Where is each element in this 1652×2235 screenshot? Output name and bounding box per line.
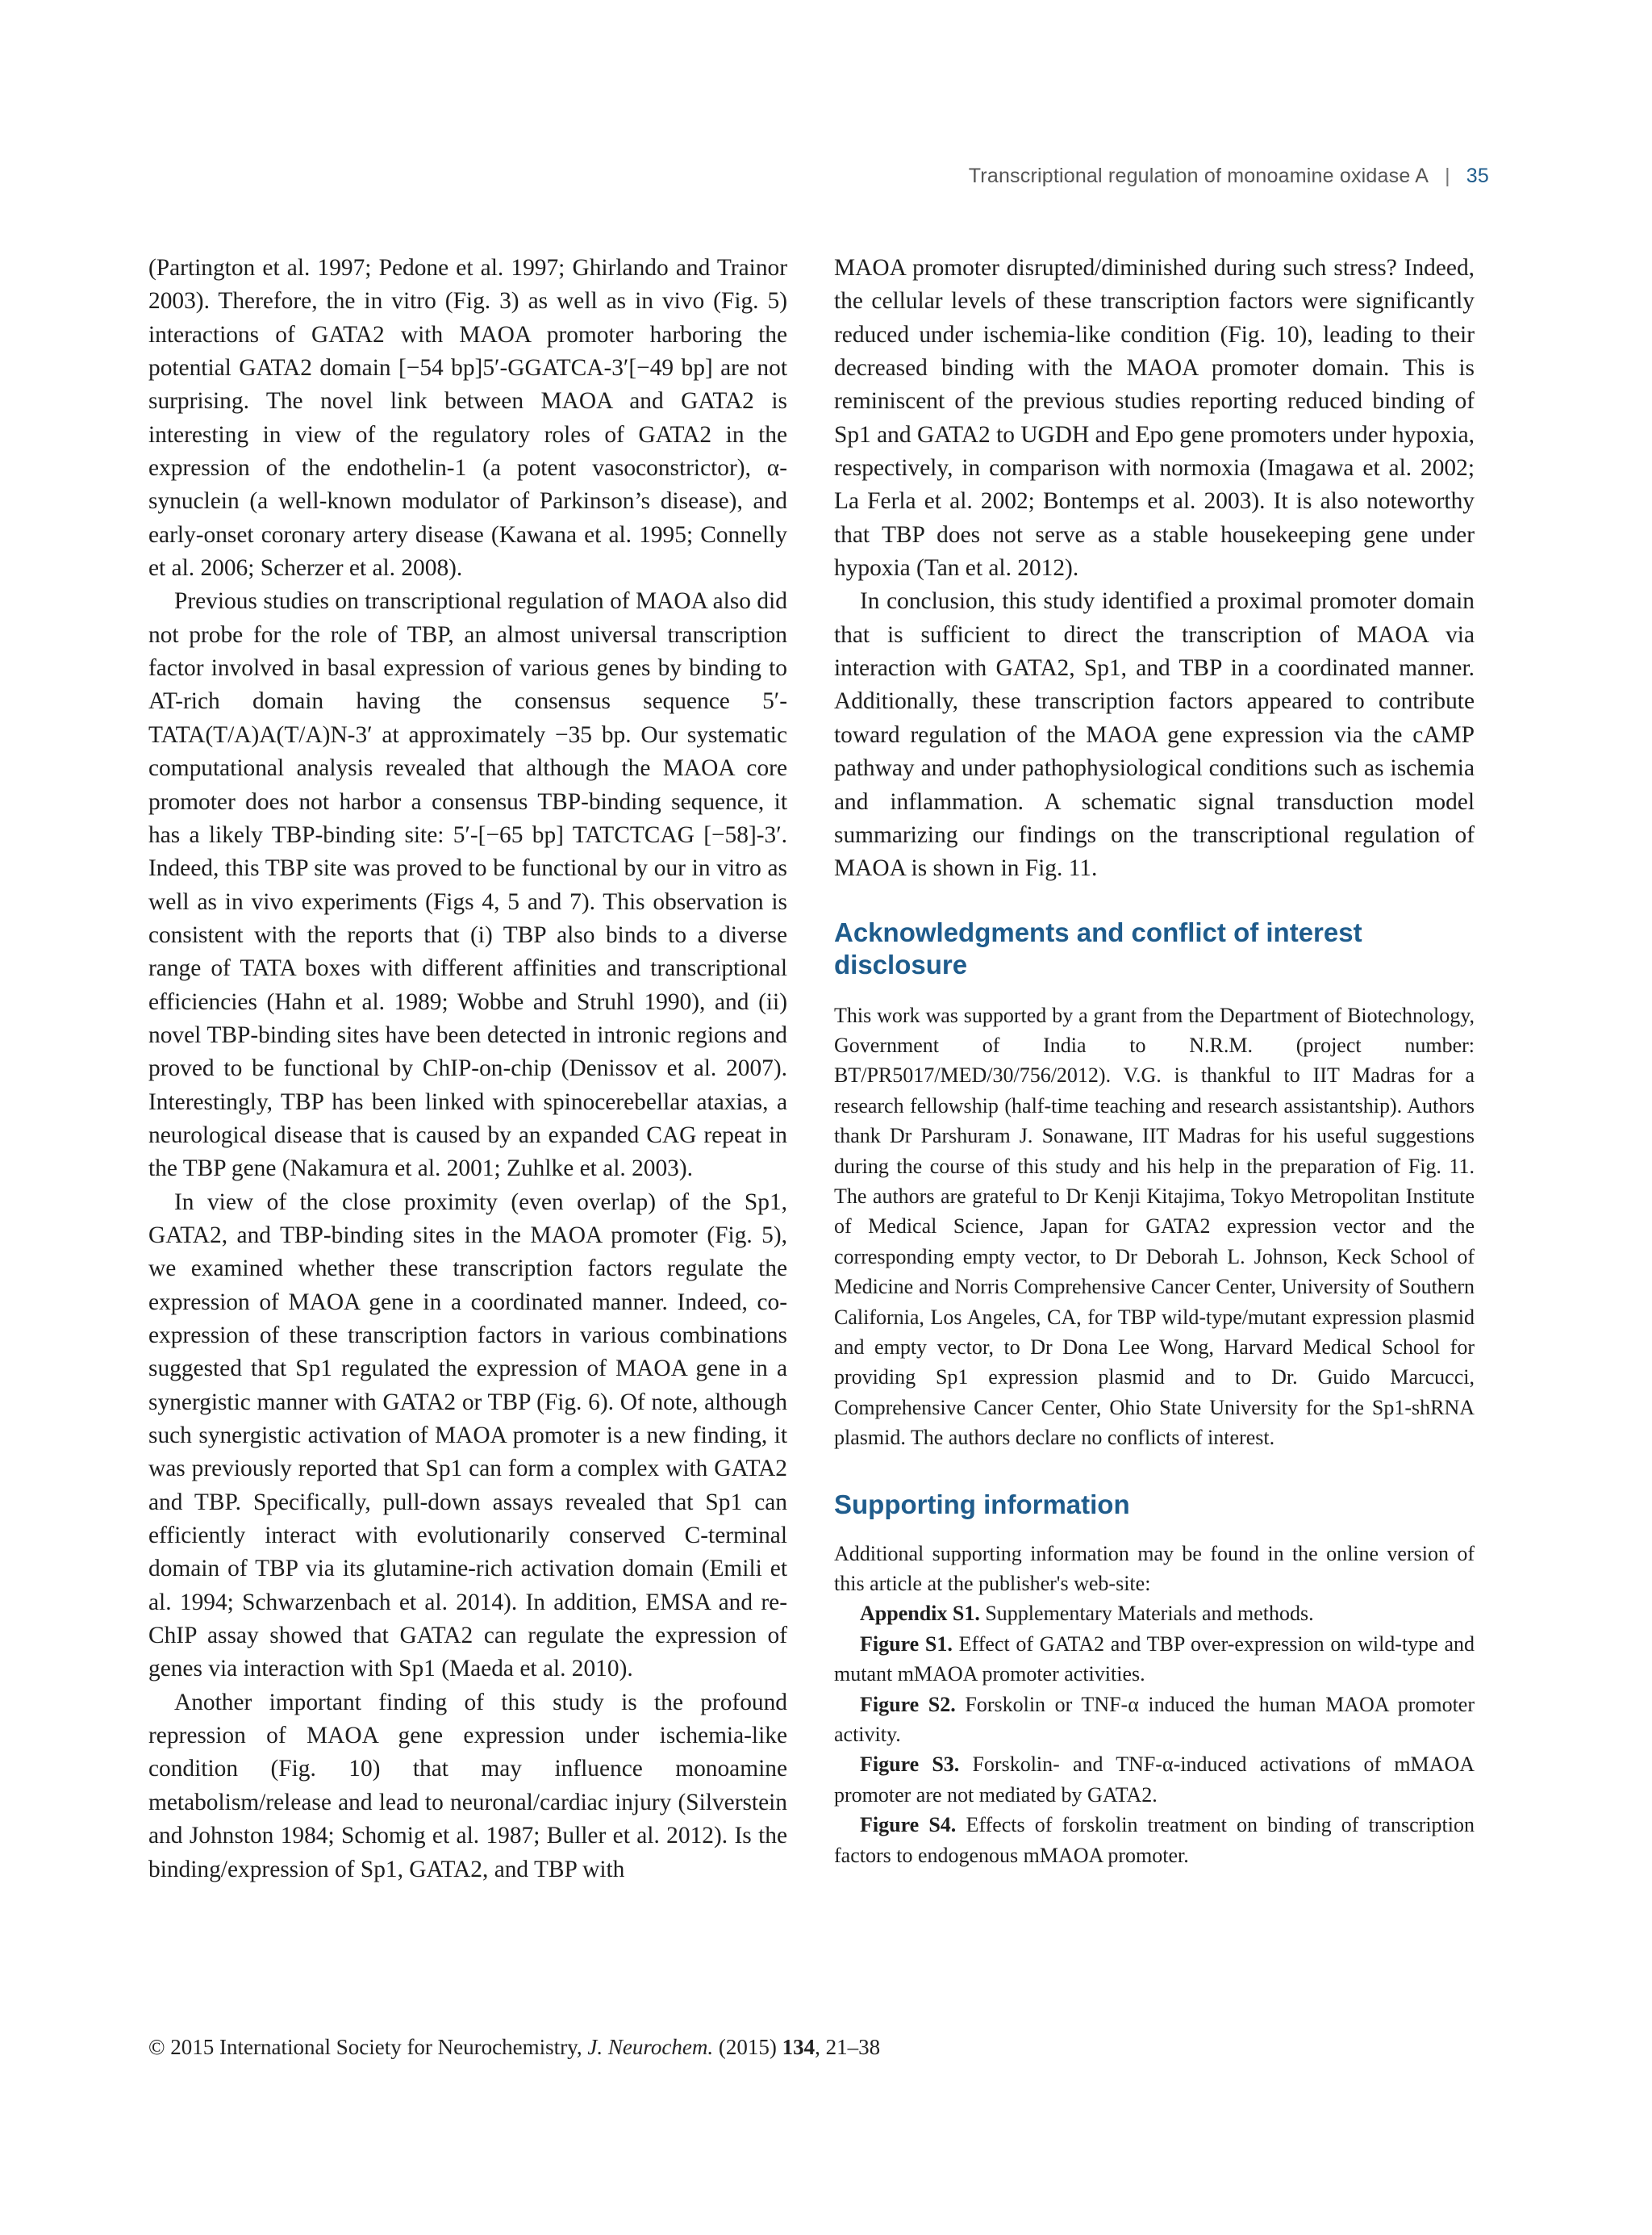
supp-text: Forskolin- and TNF-α-induced activations of mMAOA promoter are not mediated by GATA2. xyxy=(834,1752,1475,1807)
supp-label: Figure S3. xyxy=(860,1752,960,1777)
supporting-intro: Additional supporting information may be found in the online version of this article at the publisher's web-site: xyxy=(834,1541,1475,1596)
left-paragraph-2: Previous studies on transcriptional regulation of MAOA also did not probe for the role of TBP, an almost universal transcription factor involved in basal expression of various genes by binding to AT-rich domain having the consensus sequence 5′-TATA(T/A)A(T/A)N-3′ at approximately −35 bp. Our systematic computational analysis revealed that although the MAOA core promoter does not harbor a consensus TBP-binding sequence, it has a likely TBP-binding site: 5′-[−65 bp] TATCTCAG [−58]-3′. Indeed, this TBP site was proved to be functional by our in vitro as well as in vivo experiments (Figs 4, 5 and 7). This observation is consistent with the reports that (i) TBP also binds to a diverse range of TATA boxes with different affinities and transcriptional efficiencies (Hahn et al. 1989; Wobbe and Struhl 1990), and (ii) novel TBP-binding sites have been detected in intronic regions and proved to be functional by ChIP-on-chip (Denissov et al. 2007). Interestingly, TBP has been linked with spinocerebellar ataxias, a neurological disease that is caused by an expanded CAG repeat in the TBP gene (Nakamura et al. 2001; Zuhlke et al. 2003). xyxy=(148,588,787,1182)
left-paragraph-3: In view of the close proximity (even overlap) of the Sp1, GATA2, and TBP-binding sites in the MAOA promoter (Fig. 5), we examined whether these transcription factors regulate the expression of MAOA gene in a coordinated manner. Indeed, co-expression of these transcription factors in various combinations suggested that Sp1 regulated the expression of MAOA gene in a synergistic manner with GATA2 or TBP (Fig. 6). Of note, although such synergistic activation of MAOA promoter is a new finding, it was previously reported that Sp1 can form a complex with GATA2 and TBP. Specifically, pull-down assays revealed that Sp1 can efficiently interact with evolutionarily conserved C-terminal domain of TBP via its glutamine-rich activation domain (Emili et al. 1994; Schwarzenbach et al. 2014). In addition, EMSA and re-ChIP assay showed that GATA2 can regulate the expression of genes via interaction with Sp1 (Maeda et al. 2010). xyxy=(148,1189,787,1682)
running-head xyxy=(969,165,1489,188)
right-column xyxy=(834,252,1475,1870)
right-paragraph-2: In conclusion, this study identified a proximal promoter domain that is sufficient to direct the transcription of MAOA via interaction with GATA2, Sp1, and TBP in a coordinated manner. Additionally, these transcription factors appeared to contribute toward regulation of the MAOA gene expression via the cAMP pathway and under pathophysiological conditions such as ischemia and inflammation. A schematic signal transduction model summarizing our findings on the transcriptional regulation of MAOA is shown in Fig. 11. xyxy=(834,588,1475,882)
supp-text: Effect of GATA2 and TBP over-expression on wild-type and mutant mMAOA promoter activities. xyxy=(834,1631,1475,1686)
supp-item-figure-s2 xyxy=(834,1690,1475,1750)
supp-text: Supplementary Materials and methods. xyxy=(979,1602,1314,1626)
supp-label: Figure S1. xyxy=(860,1631,953,1656)
footer xyxy=(148,2035,880,2060)
supporting-information-heading: Supporting information xyxy=(834,1489,1130,1519)
supp-item-figure-s4 xyxy=(834,1810,1475,1870)
running-title: Transcriptional regulation of monoamine oxidase A xyxy=(968,165,1429,187)
supp-label: Appendix S1. xyxy=(860,1602,980,1626)
supp-item-figure-s3 xyxy=(834,1749,1475,1810)
left-paragraph-4: Another important finding of this study is the profound repression of MAOA gene expression under ischemia-like condition (Fig. 10) that may influence monoamine metabolism/release and lead to neuronal/cardiac injury (Silverstein and Johnston 1984; Schomig et al. 1987; Buller et al. 2012). Is the binding/expression of Sp1, GATA2, and TBP with xyxy=(148,1689,787,1882)
footer-copyright: © 2015 International Society for Neurochemistry, xyxy=(148,2035,588,2059)
acknowledgments-heading: Acknowledgments and conflict of interest disclosure xyxy=(834,917,1362,980)
acknowledgments-section xyxy=(834,1001,1475,1453)
right-paragraph-1: MAOA promoter disrupted/diminished during such stress? Indeed, the cellular levels of these transcription factors were significantly reduced under ischemia-like condition (Fig. 10), leading to their decreased binding with the MAOA promoter domain. This is reminiscent of the previous studies reporting reduced binding of Sp1 and GATA2 to UGDH and Epo gene promoters under hypoxia, respectively, in comparison with normoxia (Imagawa et al. 2002; La Ferla et al. 2002; Bontemps et al. 2003). It is also noteworthy that TBP does not serve as a stable housekeeping gene under hypoxia (Tan et al. 2012). xyxy=(834,255,1475,582)
footer-journal: J. Neurochem. xyxy=(587,2035,714,2059)
supp-label: Figure S4. xyxy=(860,1813,957,1837)
header-separator: | xyxy=(1445,165,1450,187)
left-paragraph-1: (Partington et al. 1997; Pedone et al. 1997; Ghirlando and Trainor 2003). Therefore, the in vitro (Fig. 3) as well as in vivo (Fig. 5) interactions of GATA2 with MAOA promoter harboring the potential GATA2 domain [−54 bp]5′-GGATCA-3′[−49 bp] are not surprising. The novel link between MAOA and GATA2 is interesting in view of the regulatory roles of GATA2 in the expression of the endothelin-1 (a potent vasoconstrictor), α-synuclein (a well-known modulator of Parkinson’s disease), and early-onset coronary artery disease (Kawana et al. 1995; Connelly et al. 2006; Scherzer et al. 2008). xyxy=(148,255,787,582)
supp-text: Effects of forskolin treatment on binding of transcription factors to endogenous mMAOA promoter. xyxy=(834,1813,1475,1867)
supp-item-figure-s1 xyxy=(834,1629,1475,1690)
supporting-information-section xyxy=(834,1539,1475,1870)
footer-volume: 134 xyxy=(782,2035,816,2059)
left-column xyxy=(148,252,787,1886)
footer-pages: , 21–38 xyxy=(815,2035,881,2059)
supp-item-appendix-s1 xyxy=(834,1598,1475,1628)
supp-text: Forskolin or TNF-α induced the human MAOA promoter activity. xyxy=(834,1692,1475,1747)
acknowledgments-text: This work was supported by a grant from the Department of Biotechnology, Government of India to N.R.M. (project number: BT/PR5017/MED/30/756/2012). V.G. is thankful to IIT Madras for a research fellowship (half-time teaching and research assistantship). Authors thank Dr Parshuram J. Sonawane, IIT Madras for his useful suggestions during the course of this study and his help in the preparation of Fig. 11. The authors are grateful to Dr Kenji Kitajima, Tokyo Metropolitan Institute of Medical Science, Japan for GATA2 expression vector and the corresponding empty vector, to Dr Deborah L. Johnson, Keck School of Medicine and Norris Comprehensive Cancer Center, University of Southern California, Los Angeles, CA, for TBP wild-type/mutant expression plasmid and empty vector, to Dr Dona Lee Wong, Harvard Medical School for providing Sp1 expression plasmid and to Dr. Guido Marcucci, Comprehensive Cancer Center, Ohio State University for the Sp1-shRNA plasmid. The authors declare no conflicts of interest. xyxy=(834,1003,1475,1450)
page-number: 35 xyxy=(1466,165,1489,187)
supp-label: Figure S2. xyxy=(860,1692,956,1716)
footer-year: (2015) xyxy=(713,2035,782,2059)
